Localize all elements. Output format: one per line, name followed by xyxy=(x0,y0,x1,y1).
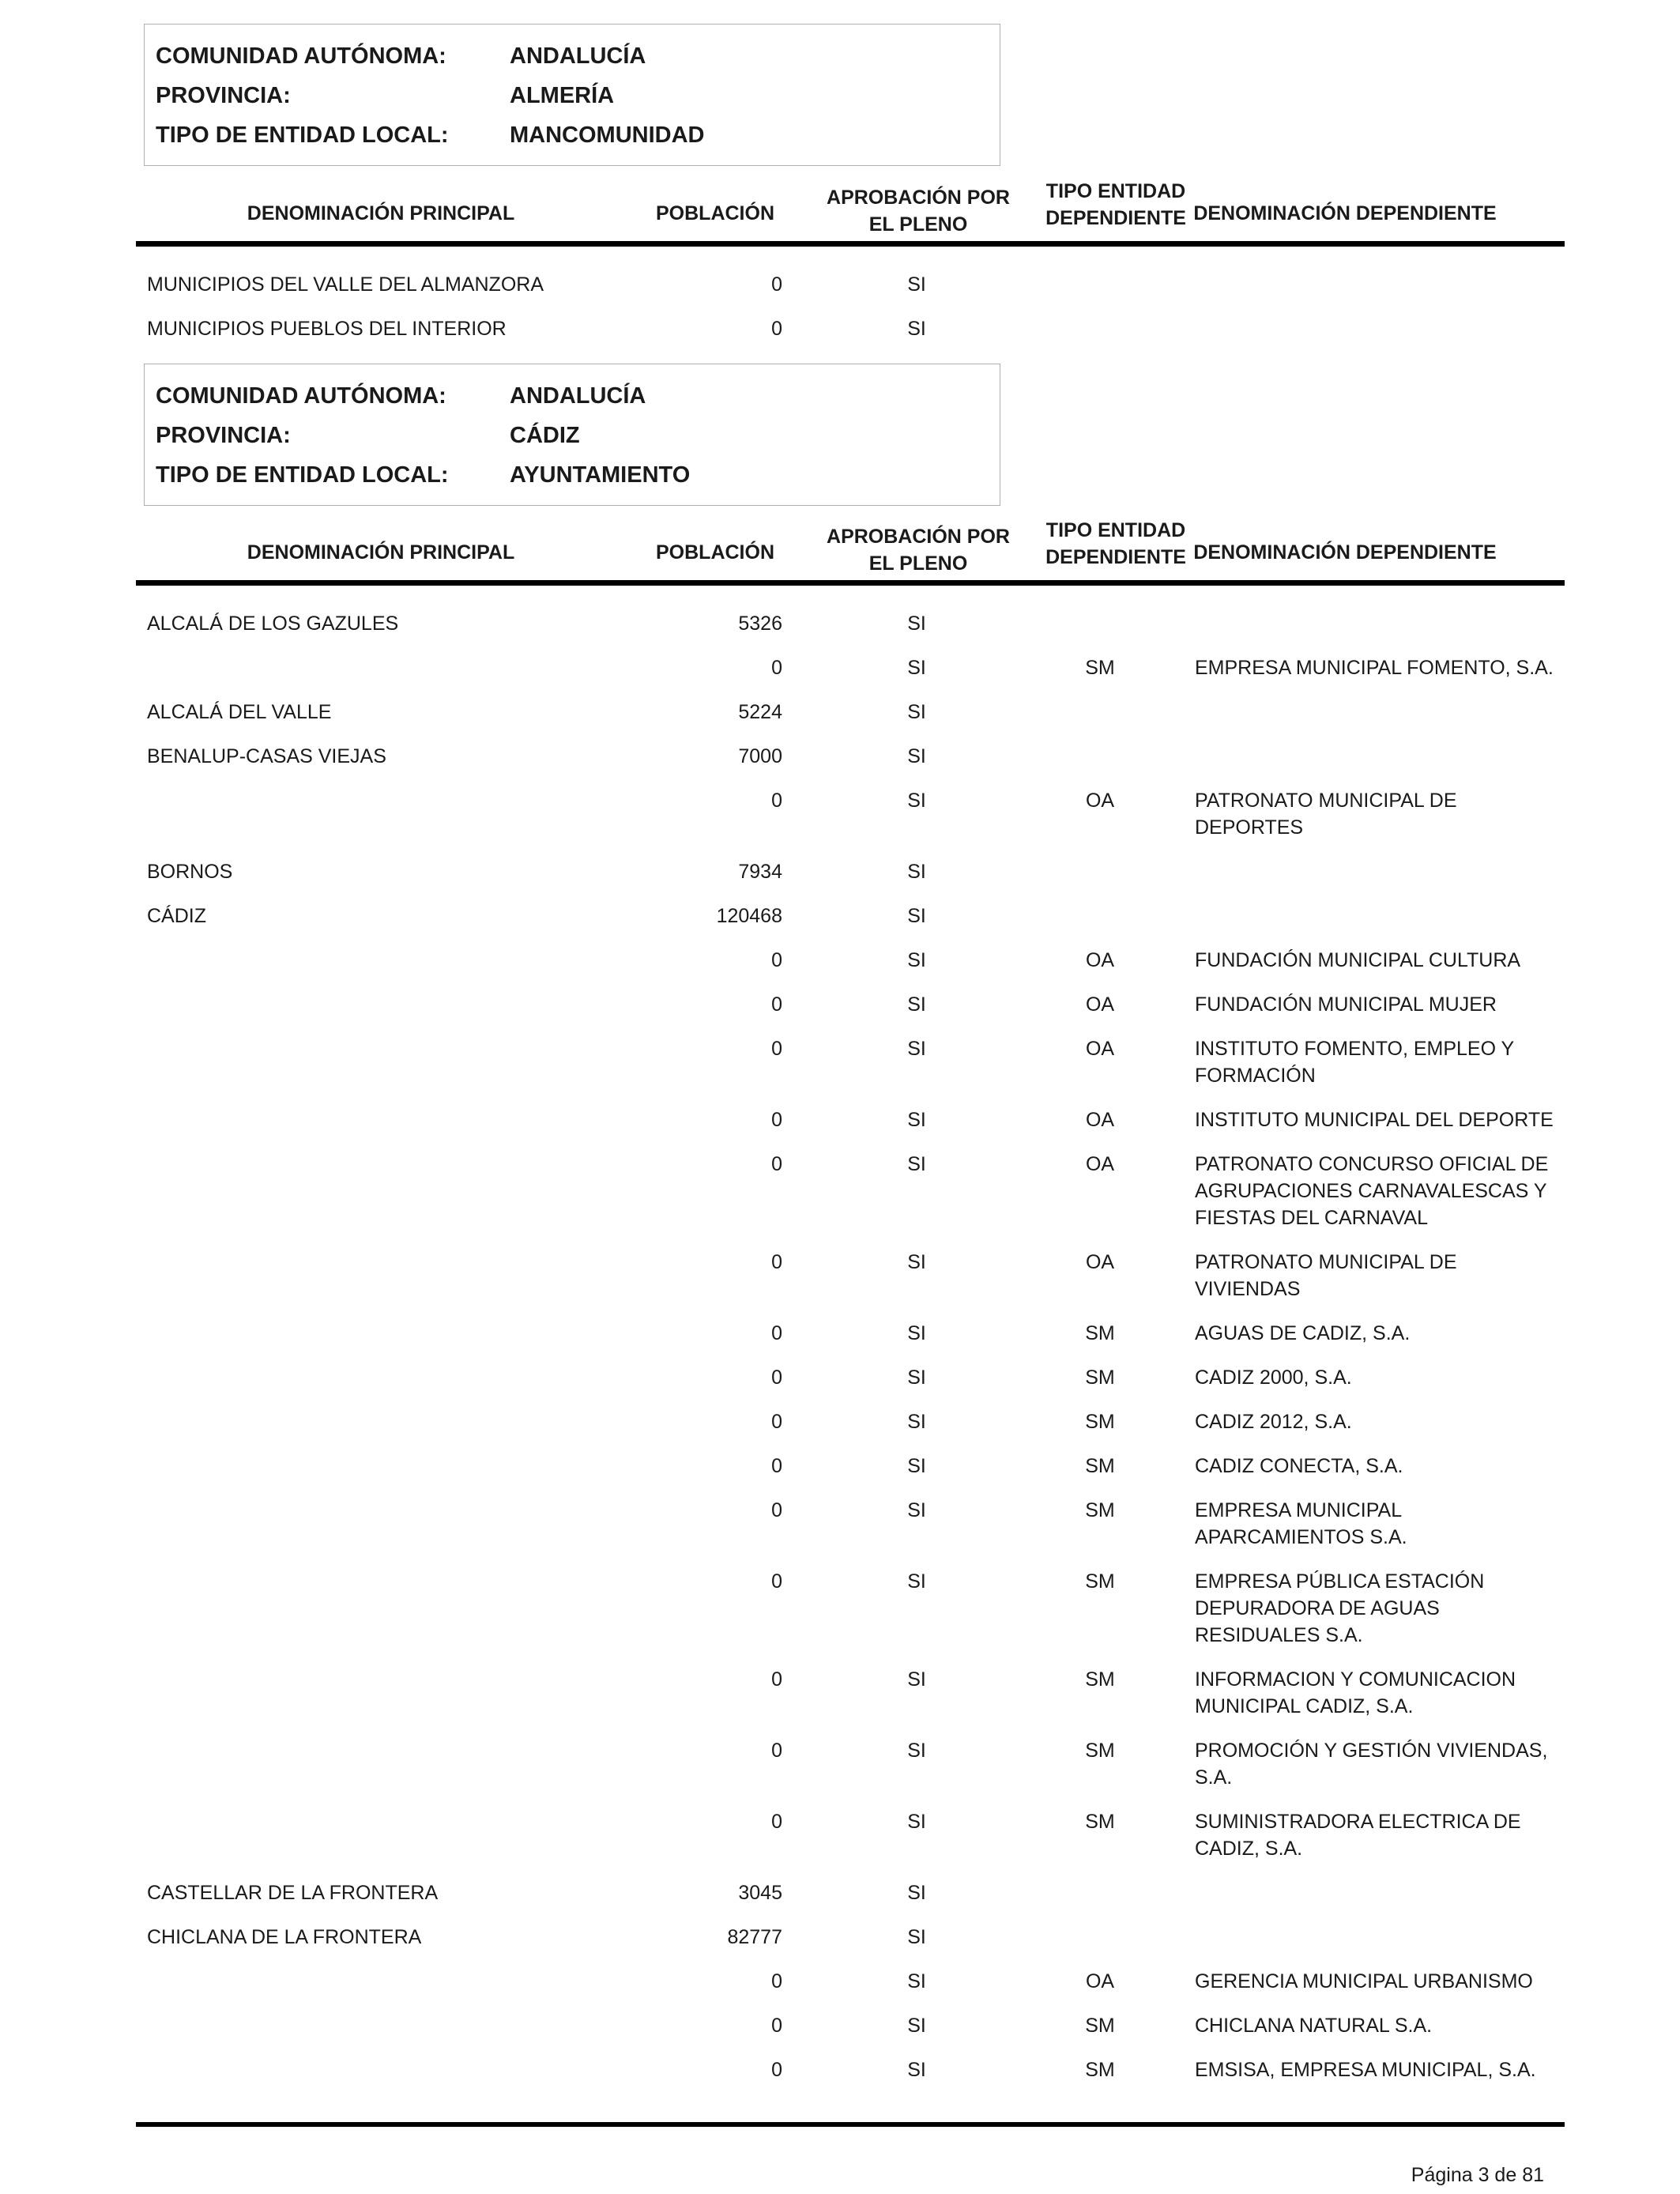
col-header-tipo xyxy=(1021,178,1211,232)
cell-tipo-entidad: OA xyxy=(1085,1109,1115,1131)
cell-poblacion: 7934 xyxy=(738,861,782,883)
cell-dependiente: PATRONATO MUNICIPAL DE DEPORTES xyxy=(1195,790,1457,839)
cell-name: MUNICIPIOS PUEBLOS DEL INTERIOR xyxy=(147,318,507,340)
table-row xyxy=(0,1027,1680,1099)
table-header xyxy=(136,485,1565,586)
header-rule xyxy=(136,580,1565,586)
cell-poblacion: 0 xyxy=(771,1109,782,1131)
cell-poblacion: 0 xyxy=(771,1367,782,1389)
cell-aprobacion: SI xyxy=(907,993,926,1016)
table-row xyxy=(0,1356,1680,1400)
cell-dependiente: FUNDACIÓN MUNICIPAL CULTURA xyxy=(1195,949,1521,971)
cell-name: CHICLANA DE LA FRONTERA xyxy=(147,1926,422,1948)
cell-poblacion: 0 xyxy=(771,1811,782,1833)
cell-poblacion: 0 xyxy=(771,1668,782,1691)
cell-aprobacion: SI xyxy=(907,1109,926,1131)
cell-aprobacion: SI xyxy=(907,1153,926,1175)
cell-dependiente: CADIZ 2012, S.A. xyxy=(1195,1411,1352,1433)
provincia-label: PROVINCIA: xyxy=(156,83,291,108)
col-header-apr-line1: APROBACIÓN POR xyxy=(827,187,1010,209)
cell-aprobacion: SI xyxy=(907,1411,926,1433)
cell-dependiente: INFORMACION Y COMUNICACION MUNICIPAL CADIZ, S.A. xyxy=(1195,1668,1516,1717)
cell-dependiente: CHICLANA NATURAL S.A. xyxy=(1195,2015,1433,2037)
cell-name: CÁDIZ xyxy=(147,905,206,927)
tipo-entidad-label: TIPO DE ENTIDAD LOCAL: xyxy=(156,123,449,148)
cell-poblacion: 0 xyxy=(771,318,782,340)
col-header-tipo-line1: TIPO ENTIDAD xyxy=(1045,180,1186,202)
cell-aprobacion: SI xyxy=(907,861,926,883)
col-header-tipo xyxy=(1021,517,1211,571)
cell-name: CASTELLAR DE LA FRONTERA xyxy=(147,1882,439,1904)
cell-aprobacion: SI xyxy=(907,318,926,340)
cell-name: BORNOS xyxy=(147,861,233,883)
comunidad-label: COMUNIDAD AUTÓNOMA: xyxy=(156,383,446,409)
cell-name: MUNICIPIOS DEL VALLE DEL ALMANZORA xyxy=(147,273,544,296)
cell-dependiente: CADIZ CONECTA, S.A. xyxy=(1195,1455,1403,1477)
table-row xyxy=(0,735,1680,779)
cell-aprobacion: SI xyxy=(907,905,926,927)
cell-aprobacion: SI xyxy=(907,273,926,296)
cell-poblacion: 0 xyxy=(771,1970,782,1992)
cell-tipo-entidad: SM xyxy=(1085,657,1115,679)
cell-aprobacion: SI xyxy=(907,1668,926,1691)
cell-tipo-entidad: SM xyxy=(1085,1668,1115,1691)
cell-aprobacion: SI xyxy=(907,1251,926,1273)
cell-tipo-entidad: SM xyxy=(1085,1367,1115,1389)
table-row xyxy=(0,1143,1680,1241)
cell-tipo-entidad: SM xyxy=(1085,1811,1115,1833)
col-header-tipo-line2: DEPENDIENTE xyxy=(1045,546,1186,568)
col-header-tipo-line2: DEPENDIENTE xyxy=(1045,207,1186,229)
cell-poblacion: 0 xyxy=(771,657,782,679)
table-row xyxy=(0,307,1680,352)
table-row xyxy=(0,1489,1680,1560)
col-header-apr xyxy=(808,184,1029,238)
cell-tipo-entidad: SM xyxy=(1085,1570,1115,1593)
cell-tipo-entidad: SM xyxy=(1085,1499,1115,1521)
cell-aprobacion: SI xyxy=(907,790,926,812)
cell-dependiente: CADIZ 2000, S.A. xyxy=(1195,1367,1352,1389)
cell-dependiente: PATRONATO CONCURSO OFICIAL DE AGRUPACIONES CARNAVALESCAS Y FIESTAS DEL CARNAVAL xyxy=(1195,1153,1549,1229)
cell-poblacion: 0 xyxy=(771,993,782,1016)
cell-tipo-entidad: SM xyxy=(1085,1740,1115,1762)
table-row xyxy=(0,1560,1680,1658)
cell-aprobacion: SI xyxy=(907,1926,926,1948)
cell-dependiente: EMPRESA PÚBLICA ESTACIÓN DEPURADORA DE AGUAS RESIDUALES S.A. xyxy=(1195,1570,1485,1646)
cell-name: ALCALÁ DEL VALLE xyxy=(147,701,332,723)
table-header xyxy=(136,146,1565,247)
table-row xyxy=(0,983,1680,1027)
cell-poblacion: 82777 xyxy=(727,1926,782,1948)
table-row xyxy=(0,1658,1680,1729)
cell-aprobacion: SI xyxy=(907,745,926,767)
cell-aprobacion: SI xyxy=(907,1570,926,1593)
table-row xyxy=(0,1445,1680,1489)
cell-aprobacion: SI xyxy=(907,1455,926,1477)
page-number: Página 3 de 81 xyxy=(1411,2164,1544,2186)
cell-tipo-entidad: SM xyxy=(1085,2015,1115,2037)
tipo-entidad-value: AYUNTAMIENTO xyxy=(510,462,691,488)
cell-poblacion: 3045 xyxy=(738,1882,782,1904)
tipo-entidad-value: MANCOMUNIDAD xyxy=(510,123,705,148)
cell-poblacion: 0 xyxy=(771,1038,782,1060)
cell-poblacion: 5224 xyxy=(738,701,782,723)
col-header-apr-line1: APROBACIÓN POR xyxy=(827,526,1010,548)
table-body xyxy=(0,263,1680,352)
cell-poblacion: 0 xyxy=(771,1411,782,1433)
table-row xyxy=(0,647,1680,691)
entity-info-box xyxy=(144,364,1000,506)
cell-aprobacion: SI xyxy=(907,657,926,679)
cell-tipo-entidad: SM xyxy=(1085,1455,1115,1477)
cell-dependiente: GERENCIA MUNICIPAL URBANISMO xyxy=(1195,1970,1533,1992)
col-header-pop: POBLACIÓN xyxy=(656,202,774,224)
cell-poblacion: 120468 xyxy=(716,905,782,927)
cell-poblacion: 0 xyxy=(771,1153,782,1175)
cell-aprobacion: SI xyxy=(907,613,926,635)
cell-poblacion: 0 xyxy=(771,1322,782,1344)
cell-aprobacion: SI xyxy=(907,1811,926,1833)
tipo-entidad-label: TIPO DE ENTIDAD LOCAL: xyxy=(156,462,449,488)
col-header-tipo-line1: TIPO ENTIDAD xyxy=(1045,519,1186,541)
header-rule xyxy=(136,241,1565,247)
footer-rule xyxy=(136,2122,1565,2127)
col-header-pop: POBLACIÓN xyxy=(656,541,774,564)
cell-tipo-entidad: OA xyxy=(1085,993,1115,1016)
cell-dependiente: FUNDACIÓN MUNICIPAL MUJER xyxy=(1195,993,1497,1016)
cell-tipo-entidad: SM xyxy=(1085,1411,1115,1433)
table-row xyxy=(0,691,1680,735)
table-row xyxy=(0,1872,1680,1916)
cell-tipo-entidad: OA xyxy=(1085,1251,1115,1273)
table-row xyxy=(0,779,1680,850)
table-row xyxy=(0,2004,1680,2049)
provincia-value: CÁDIZ xyxy=(510,423,580,448)
col-header-name: DENOMINACIÓN PRINCIPAL xyxy=(247,202,515,224)
table-row xyxy=(0,1800,1680,1872)
cell-dependiente: EMPRESA MUNICIPAL APARCAMIENTOS S.A. xyxy=(1195,1499,1407,1548)
cell-aprobacion: SI xyxy=(907,1970,926,1992)
cell-tipo-entidad: SM xyxy=(1085,2059,1115,2081)
cell-poblacion: 0 xyxy=(771,273,782,296)
provincia-label: PROVINCIA: xyxy=(156,423,291,448)
cell-dependiente: EMSISA, EMPRESA MUNICIPAL, S.A. xyxy=(1195,2059,1536,2081)
table-body xyxy=(0,602,1680,2093)
table-row xyxy=(0,939,1680,983)
table-row xyxy=(0,263,1680,307)
cell-poblacion: 0 xyxy=(771,1455,782,1477)
cell-aprobacion: SI xyxy=(907,1367,926,1389)
col-header-apr xyxy=(808,523,1029,577)
table-row xyxy=(0,1400,1680,1445)
comunidad-value: ANDALUCÍA xyxy=(510,43,646,69)
col-header-apr-line2: EL PLENO xyxy=(868,213,968,236)
cell-poblacion: 0 xyxy=(771,1499,782,1521)
table-row xyxy=(0,1312,1680,1356)
col-header-dep: DENOMINACIÓN DEPENDIENTE xyxy=(1193,202,1497,224)
cell-aprobacion: SI xyxy=(907,701,926,723)
cell-aprobacion: SI xyxy=(907,1882,926,1904)
cell-aprobacion: SI xyxy=(907,949,926,971)
cell-dependiente: AGUAS DE CADIZ, S.A. xyxy=(1195,1322,1411,1344)
table-row xyxy=(0,1729,1680,1800)
table-row xyxy=(0,1916,1680,1960)
comunidad-label: COMUNIDAD AUTÓNOMA: xyxy=(156,43,446,69)
cell-tipo-entidad: OA xyxy=(1085,949,1115,971)
col-header-dep: DENOMINACIÓN DEPENDIENTE xyxy=(1193,541,1497,564)
cell-tipo-entidad: OA xyxy=(1085,1153,1115,1175)
cell-dependiente: INSTITUTO FOMENTO, EMPLEO Y FORMACIÓN xyxy=(1195,1038,1514,1087)
col-header-name: DENOMINACIÓN PRINCIPAL xyxy=(247,541,515,564)
cell-poblacion: 0 xyxy=(771,1251,782,1273)
table-row xyxy=(0,1960,1680,2004)
cell-poblacion: 0 xyxy=(771,2059,782,2081)
table-row xyxy=(0,2049,1680,2093)
cell-poblacion: 7000 xyxy=(738,745,782,767)
cell-aprobacion: SI xyxy=(907,1740,926,1762)
cell-poblacion: 0 xyxy=(771,1740,782,1762)
table-row xyxy=(0,602,1680,647)
cell-dependiente: SUMINISTRADORA ELECTRICA DE CADIZ, S.A. xyxy=(1195,1811,1521,1860)
cell-tipo-entidad: OA xyxy=(1085,1038,1115,1060)
col-header-apr-line2: EL PLENO xyxy=(868,552,968,575)
cell-aprobacion: SI xyxy=(907,1038,926,1060)
cell-dependiente: INSTITUTO MUNICIPAL DEL DEPORTE xyxy=(1195,1109,1554,1131)
cell-aprobacion: SI xyxy=(907,1499,926,1521)
cell-poblacion: 0 xyxy=(771,949,782,971)
cell-poblacion: 0 xyxy=(771,2015,782,2037)
comunidad-value: ANDALUCÍA xyxy=(510,383,646,409)
cell-aprobacion: SI xyxy=(907,1322,926,1344)
cell-dependiente: PATRONATO MUNICIPAL DE VIVIENDAS xyxy=(1195,1251,1457,1300)
cell-aprobacion: SI xyxy=(907,2059,926,2081)
table-row xyxy=(0,1099,1680,1143)
cell-tipo-entidad: SM xyxy=(1085,1322,1115,1344)
cell-tipo-entidad: OA xyxy=(1085,790,1115,812)
cell-dependiente: EMPRESA MUNICIPAL FOMENTO, S.A. xyxy=(1195,657,1554,679)
cell-poblacion: 5326 xyxy=(738,613,782,635)
cell-poblacion: 0 xyxy=(771,1570,782,1593)
cell-tipo-entidad: OA xyxy=(1085,1970,1115,1992)
cell-dependiente: PROMOCIÓN Y GESTIÓN VIVIENDAS, S.A. xyxy=(1195,1740,1548,1789)
table-row xyxy=(0,850,1680,895)
entity-info-box xyxy=(144,24,1000,166)
cell-name: ALCALÁ DE LOS GAZULES xyxy=(147,613,399,635)
table-row xyxy=(0,895,1680,939)
cell-name: BENALUP-CASAS VIEJAS xyxy=(147,745,386,767)
table-row xyxy=(0,1241,1680,1312)
cell-aprobacion: SI xyxy=(907,2015,926,2037)
provincia-value: ALMERÍA xyxy=(510,83,615,108)
cell-poblacion: 0 xyxy=(771,790,782,812)
